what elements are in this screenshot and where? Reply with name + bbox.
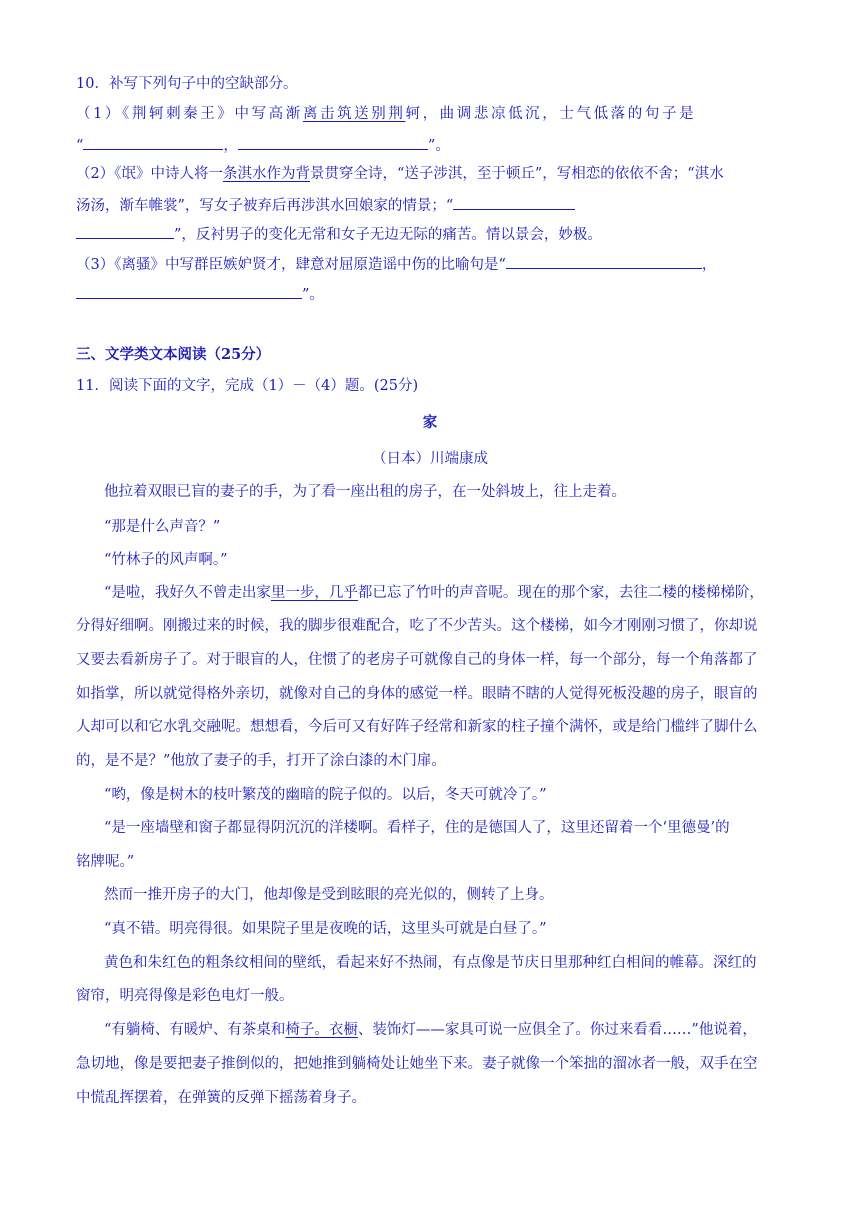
article-paragraph-line: 窗帘，明亮得像是彩色电灯一般。 (76, 988, 294, 1004)
article-paragraph-line: “是一座墙壁和窗子都显得阴沉沉的洋楼啊。看样子，住的是德国人了，这里还留着一个‘里德曼’的 (104, 820, 730, 836)
question-10-part-3-line-2: ”。 (76, 283, 790, 303)
article-title: 家 (422, 414, 438, 431)
answer-blank[interactable] (506, 253, 702, 269)
question-10-part-2-line-1: （2）《氓》中诗人将一条淇水作为背景贯穿全诗，“送子涉淇，至于顿丘”，写相恋的依依不舍；“淇水 (76, 166, 724, 182)
answer-blank[interactable] (76, 223, 174, 239)
article-paragraph: “竹林子的风声啊。” (104, 552, 228, 568)
article-paragraph-line: 如指掌，所以就觉得格外亲切，就像对自己的身体的感觉一样。眼睛不瞎的人觉得死板没趣的房子，眼盲的 (76, 686, 758, 702)
question-10-stem: 10．补写下列句子中的空缺部分。 (76, 76, 298, 92)
article-paragraph-line: 急切地，像是要把妻子推倒似的，把她推到躺椅处让她坐下来。妻子就像一个笨拙的溜冰者一般，双手在空 (76, 1056, 758, 1072)
section-3-title: 三、文学类文本阅读（25分） (76, 346, 271, 363)
answer-blank[interactable] (76, 283, 302, 299)
question-11-stem: 11．阅读下面的文字，完成（1）－（4）题。(25分) (76, 378, 419, 394)
underlined-phrase: 条淇水作为背 (222, 166, 310, 182)
article-paragraph-line: 的，是不是？”他放了妻子的手，打开了涂白漆的木门扉。 (76, 753, 446, 769)
answer-blank[interactable] (238, 134, 428, 150)
article-paragraph: “哟，像是树木的枝叶繁茂的幽暗的院子似的。以后，冬天可就冷了。” (104, 787, 547, 803)
article-author: （日本）川端康成 (372, 451, 488, 467)
question-10-part-2-line-3: ”，反衬男子的变化无常和女子无边无际的痛苦。情以景会，妙极。 (76, 223, 790, 243)
article-paragraph-line: 人却可以和它水乳交融呢。想想看，今后可又有好阵子经常和新家的柱子撞个满怀，或是给门槛绊了脚什么 (76, 719, 758, 735)
article-paragraph-line: 分得好细啊。刚搬过来的时候，我的脚步很难配合，吃了不少苦头。这个楼梯，如今才刚刚习惯了，你却说 (76, 618, 758, 634)
article-paragraph-line: 中慌乱挥摆着，在弹簧的反弹下摇荡着身子。 (76, 1090, 366, 1106)
article-paragraph: 然而一推开房子的大门，他却像是受到眩眼的亮光似的，侧转了上身。 (104, 887, 554, 903)
underlined-phrase: 里一步，几乎 (270, 585, 358, 601)
article-paragraph-line: 黄色和朱红色的粗条纹相间的壁纸，看起来好不热闹，有点像是节庆日里那种红白相间的帷幕。深红的 (104, 955, 757, 971)
article-paragraph-line: “是啦，我好久不曾走出家里一步，几乎都已忘了竹叶的声音呢。现在的那个家，去往二楼的楼梯梯阶， (104, 585, 764, 601)
question-10-part-2-line-2: 汤汤，渐车帷裳”，写女子被弃后再涉淇水回娘家的情景；“ (76, 194, 790, 214)
article-paragraph: “真不错。明亮得很。如果院子里是夜晚的话，这里头可就是白昼了。” (104, 921, 547, 937)
article-paragraph: 他拉着双眼已盲的妻子的手，为了看一座出租的房子，在一处斜坡上，往上走着。 (104, 484, 626, 500)
article-paragraph-line: 又要去看新房子了。对于眼盲的人，住惯了的老房子可就像自己的身体一样，每一个部分，每一个角落都了 (76, 652, 758, 668)
article-paragraph: “那是什么声音？” (104, 519, 221, 535)
question-10-part-1-line-1: （1）《荆轲刺秦王》中写高渐离击筑送别荆轲，曲调悲凉低沉，士气低落的句子是 (76, 106, 697, 122)
article-paragraph-line: “有躺椅、有暖炉、有茶桌和椅子。衣橱、装饰灯——家具可说一应俱全了。你过来看看……”他说着， (104, 1022, 757, 1038)
article-paragraph-line: 铭牌呢。” (76, 854, 135, 870)
question-10-part-1-line-2: “ ， ”。 (76, 134, 790, 154)
question-10-part-3-line-1: （3）《离骚》中写群臣嫉妒贤才，肆意对屈原造谣中伤的比喻句是“ ， (76, 253, 790, 273)
underlined-phrase: 椅子。衣橱 (285, 1022, 358, 1038)
underlined-phrase: 离击筑送别荆 (302, 106, 406, 122)
answer-blank[interactable] (83, 134, 223, 150)
answer-blank[interactable] (453, 194, 575, 210)
